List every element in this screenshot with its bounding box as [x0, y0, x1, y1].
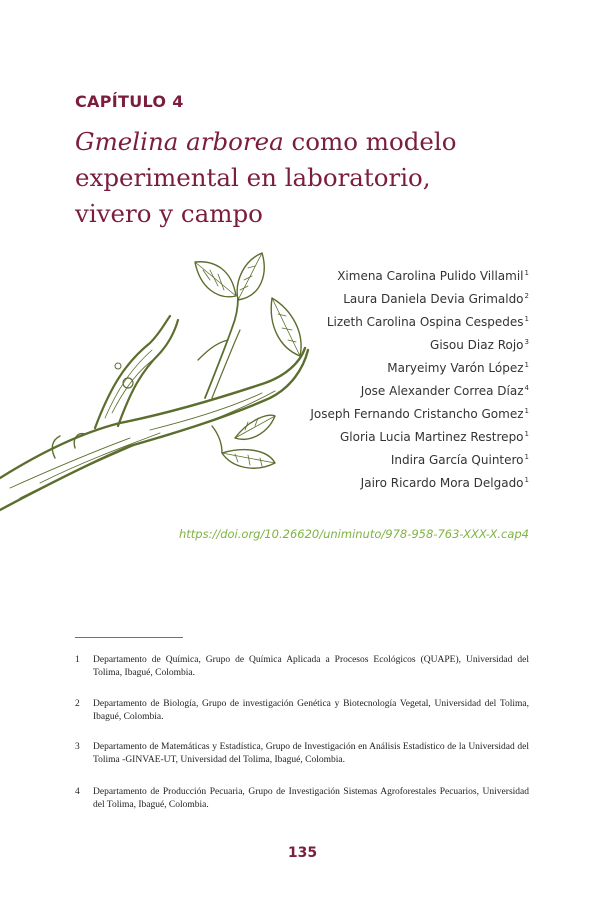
- author-list: [310, 263, 529, 493]
- footnote: 1 Departamento de Química, Grupo de Química Aplicada a Procesos Ecológicos (QUAPE), Universidad del Tolima, Ibagué, Colombia.: [75, 655, 529, 678]
- author-item: Lizeth Carolina Ospina Cespedes$^1$: [326, 315, 529, 329]
- author-item: Maryeimy Varón López$^1$: [387, 361, 529, 375]
- author-item: Jairo Ricardo Mora Delgado$^1$: [360, 476, 529, 490]
- footnote-divider: [75, 637, 183, 638]
- branch-with-leaves-icon: [0, 248, 330, 548]
- chapter-title: [75, 124, 535, 232]
- author-item: Ximena Carolina Pulido Villamil$^1$: [337, 269, 529, 283]
- footnote: 4 Departamento de Producción Pecuaria, Grupo de Investigación Sistemas Agroforestales Pecuarios, Universidad del Tolima, Ibagué, Colombia.: [75, 787, 529, 810]
- footnote: 2 Departamento de Biología, Grupo de investigación Genética y Biotecnología Vegetal, Universidad del Tolima, Ibagué, Colombia.: [75, 699, 529, 722]
- page-number: 135: [287, 845, 318, 861]
- author-item: Laura Daniela Devia Grimaldo$^2$: [343, 292, 529, 306]
- author-item: Joseph Fernando Cristancho Gomez$^1$: [310, 407, 529, 421]
- title-line3: vivero y campo: [75, 199, 263, 228]
- doi-link[interactable]: https://doi.org/10.26620/uniminuto/978-958-763-XXX-X.cap4: [179, 527, 529, 541]
- chapter-label: CAPÍTULO 4: [75, 92, 184, 111]
- footnote: 3 Departamento de Matemáticas y Estadística, Grupo de Investigación en Análisis Estadístico de la Universidad del Tolima -GINVAE-UT, Universidad del Tolima, Ibagué, Colombia.: [75, 742, 529, 765]
- author-item: Gloria Lucia Martinez Restrepo$^1$: [340, 430, 529, 444]
- title-line2: experimental en laboratorio,: [75, 163, 431, 192]
- author-item: Jose Alexander Correa Díaz$^4$: [360, 384, 529, 398]
- title-line1-rest: como modelo: [283, 127, 457, 156]
- author-item: Gisou Diaz Rojo$^3$: [430, 338, 529, 352]
- title-italic: Gmelina arborea: [75, 127, 284, 156]
- author-item: Indira García Quintero$^1$: [390, 453, 529, 467]
